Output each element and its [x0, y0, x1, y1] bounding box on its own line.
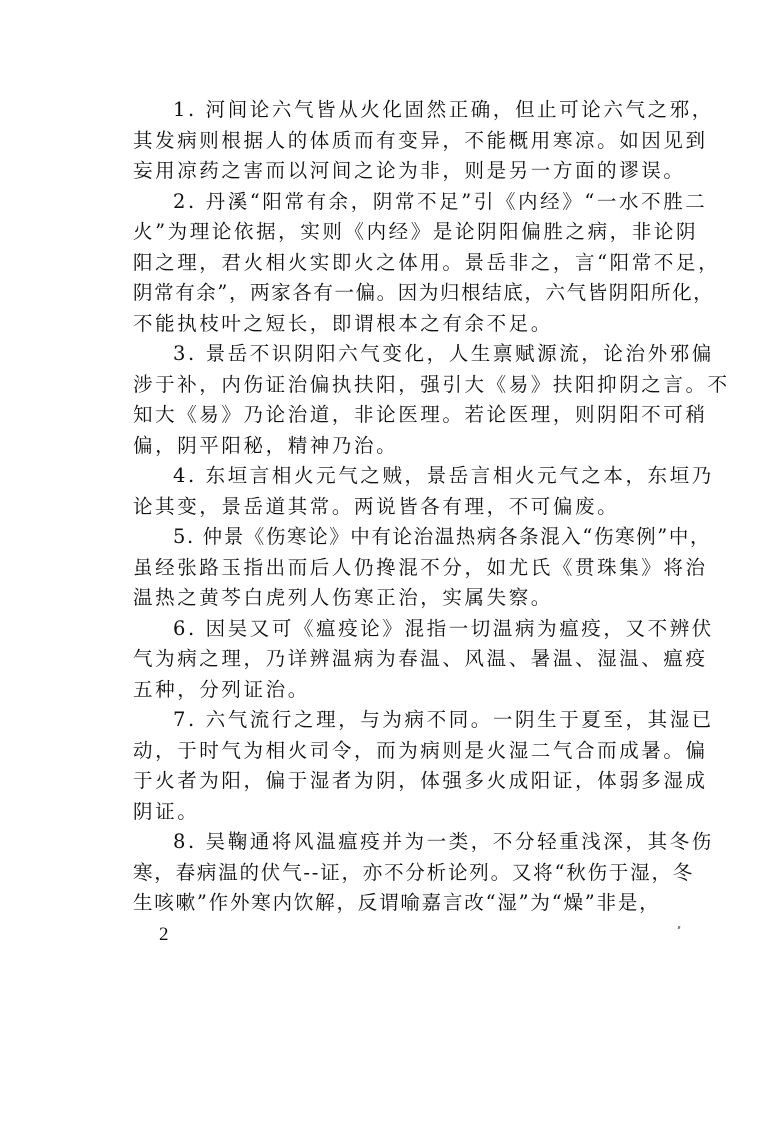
text-line: 7. 六气流行之理，与为病不同。一阴生于夏至，其湿已	[173, 708, 714, 731]
text-line: 6. 因吴又可《瘟疫论》混指一切温病为瘟疫，又不辨伏	[173, 616, 714, 640]
text-line: 不能执枝叶之短长，即谓根本之有余不足。	[133, 311, 553, 335]
text-line: 4. 东垣言相火元气之贼，景岳言相火元气之本，东垣乃	[173, 464, 714, 487]
text-line: 1. 河间论六气皆从火化固然正确，但止可论六气之邪，	[173, 98, 714, 121]
scan-speck	[678, 926, 681, 930]
text-line: 论其变，景岳道其常。两说皆各有理，不可偏废。	[133, 494, 620, 518]
text-line: 阴常有余”，两家各有一偏。因为归根结底，六气皆阴阳所化，	[133, 281, 715, 304]
text-line: 动，于时气为相火司令，而为病则是火湿二气合而成暑。偏	[133, 738, 708, 762]
text-line: 偏，阴平阳秘，精神乃治。	[133, 433, 399, 457]
text-line: 阳之理，君火相火实即火之体用。景岳非之，言“阳常不足，	[133, 250, 721, 274]
text-line: 8. 吴鞠通将风温瘟疫并为一类，不分轻重浅深，其冬伤	[173, 830, 714, 853]
text-line: 于火者为阳，偏于湿者为阴，体强多火成阳证，体弱多湿成	[133, 769, 708, 792]
text-line: 虽经张路玉指出而后人仍搀混不分，如尤氏《贯珠集》将治	[133, 555, 708, 579]
text-line: 其发病则根据人的体质而有变异，不能概用寒凉。如因见到	[133, 128, 708, 152]
text-line: 五种，分列证治。	[133, 677, 310, 701]
text-line: 温热之黄芩白虎列人伤寒正治，实属失察。	[133, 586, 553, 609]
text-line: 2. 丹溪“阳常有余，阴常不足”引《内经》“一水不胜二	[173, 189, 708, 213]
text-line: 生咳嗽”作外寒内饮解，反谓喻嘉言改“湿”为“燥”非是，	[133, 891, 661, 914]
text-line: 阴证。	[133, 799, 200, 823]
text-line: 知大《易》乃论治道，非论医理。若论医理，则阴阳不可稍	[133, 403, 708, 426]
page-number: 2	[159, 924, 169, 945]
text-line: 5. 仲景《伤寒论》中有论治温热病各条混入“伤寒例”中，	[173, 525, 712, 548]
text-line: 气为病之理，乃详辨温病为春温、风温、暑温、湿温、瘟疫	[133, 647, 708, 670]
text-line: 3. 景岳不识阴阳六气变化，人生禀赋源流，论治外邪偏	[173, 342, 714, 365]
body-text	[133, 95, 730, 919]
text-line: 火”为理论依据，实则《内经》是论阴阳偏胜之病，非论阴	[133, 220, 699, 243]
text-line: 寒，春病温的伏气--证，亦不分析论列。又将“秋伤于湿，冬	[133, 860, 695, 884]
text-line: 妄用凉药之害而以河间之论为非，则是另一方面的谬误。	[133, 159, 686, 182]
text-line: 涉于补，内伤证治偏执扶阳，强引大《易》扶阳抑阴之言。不	[133, 372, 730, 396]
